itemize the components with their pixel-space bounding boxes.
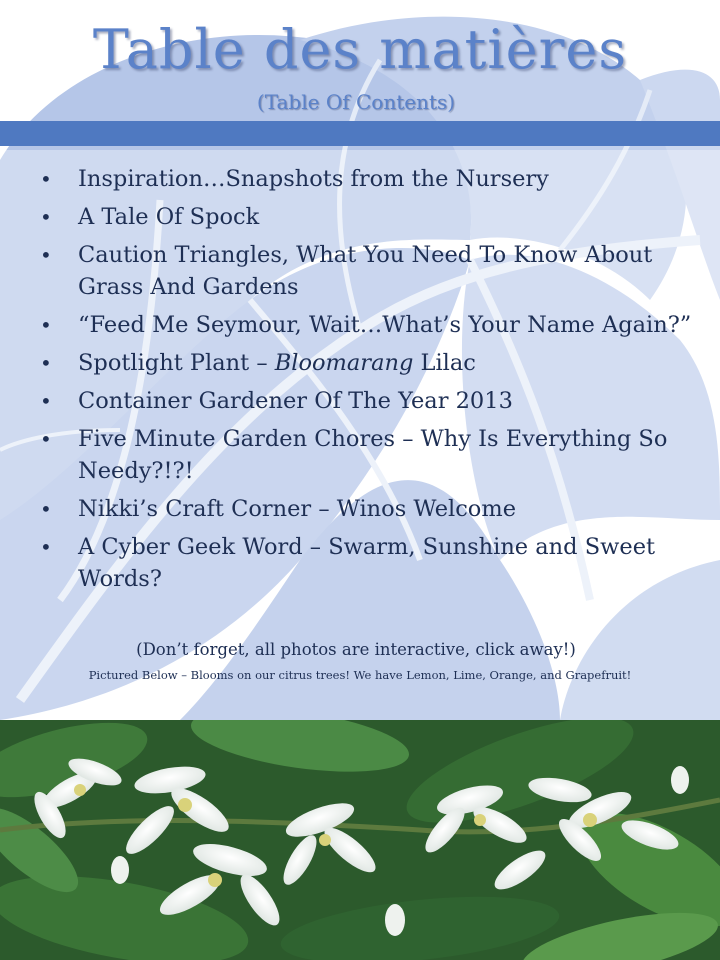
toc-item[interactable]: [40, 385, 700, 417]
toc-item[interactable]: [40, 493, 700, 525]
page-title: Table des matières: [92, 18, 628, 81]
header-divider-bar: [0, 121, 720, 146]
bullet-icon: •: [40, 313, 52, 337]
toc-item-emphasis: Bloomarang: [274, 350, 414, 376]
page-subtitle: (Table Of Contents): [256, 90, 456, 114]
toc-item-text: “Feed Me Seymour, Wait…What’s Your Name Again?”: [78, 312, 692, 338]
toc-item-text-suffix: Lilac: [413, 350, 476, 376]
citrus-blossoms-photo[interactable]: [0, 720, 720, 960]
bullet-icon: •: [40, 535, 52, 559]
toc-item-text: Caution Triangles, What You Need To Know About Grass And Gardens: [78, 242, 653, 300]
interactive-photos-note: (Don’t forget, all photos are interactive, click away!): [136, 640, 576, 659]
bullet-icon: •: [40, 167, 52, 191]
toc-item-text: Nikki’s Craft Corner – Winos Welcome: [78, 496, 517, 522]
toc-item[interactable]: [40, 347, 700, 379]
toc-item-text: Inspiration…Snapshots from the Nursery: [78, 166, 549, 192]
toc-item[interactable]: [40, 531, 700, 595]
toc-item-text: A Tale Of Spock: [78, 204, 260, 230]
bullet-icon: •: [40, 497, 52, 521]
bullet-icon: •: [40, 389, 52, 413]
toc-item[interactable]: [40, 423, 700, 487]
toc-item-text: Container Gardener Of The Year 2013: [78, 388, 513, 414]
toc-item[interactable]: [40, 239, 700, 303]
bullet-icon: •: [40, 205, 52, 229]
toc-item-text: Spotlight Plant –: [78, 350, 275, 376]
toc-item[interactable]: [40, 309, 700, 341]
toc-item[interactable]: [40, 201, 700, 233]
toc-item[interactable]: [40, 163, 700, 195]
toc-item-text: A Cyber Geek Word – Swarm, Sunshine and Sweet Words?: [78, 534, 656, 592]
bullet-icon: •: [40, 351, 52, 375]
bullet-icon: •: [40, 243, 52, 267]
toc-item-text: Five Minute Garden Chores – Why Is Everything So Needy?!?!: [78, 426, 668, 484]
photo-caption: Pictured Below – Blooms on our citrus trees! We have Lemon, Lime, Orange, and Grapefruit!: [88, 668, 632, 682]
blossom-illustration: [0, 720, 720, 960]
table-of-contents: [40, 163, 700, 601]
bullet-icon: •: [40, 427, 52, 451]
